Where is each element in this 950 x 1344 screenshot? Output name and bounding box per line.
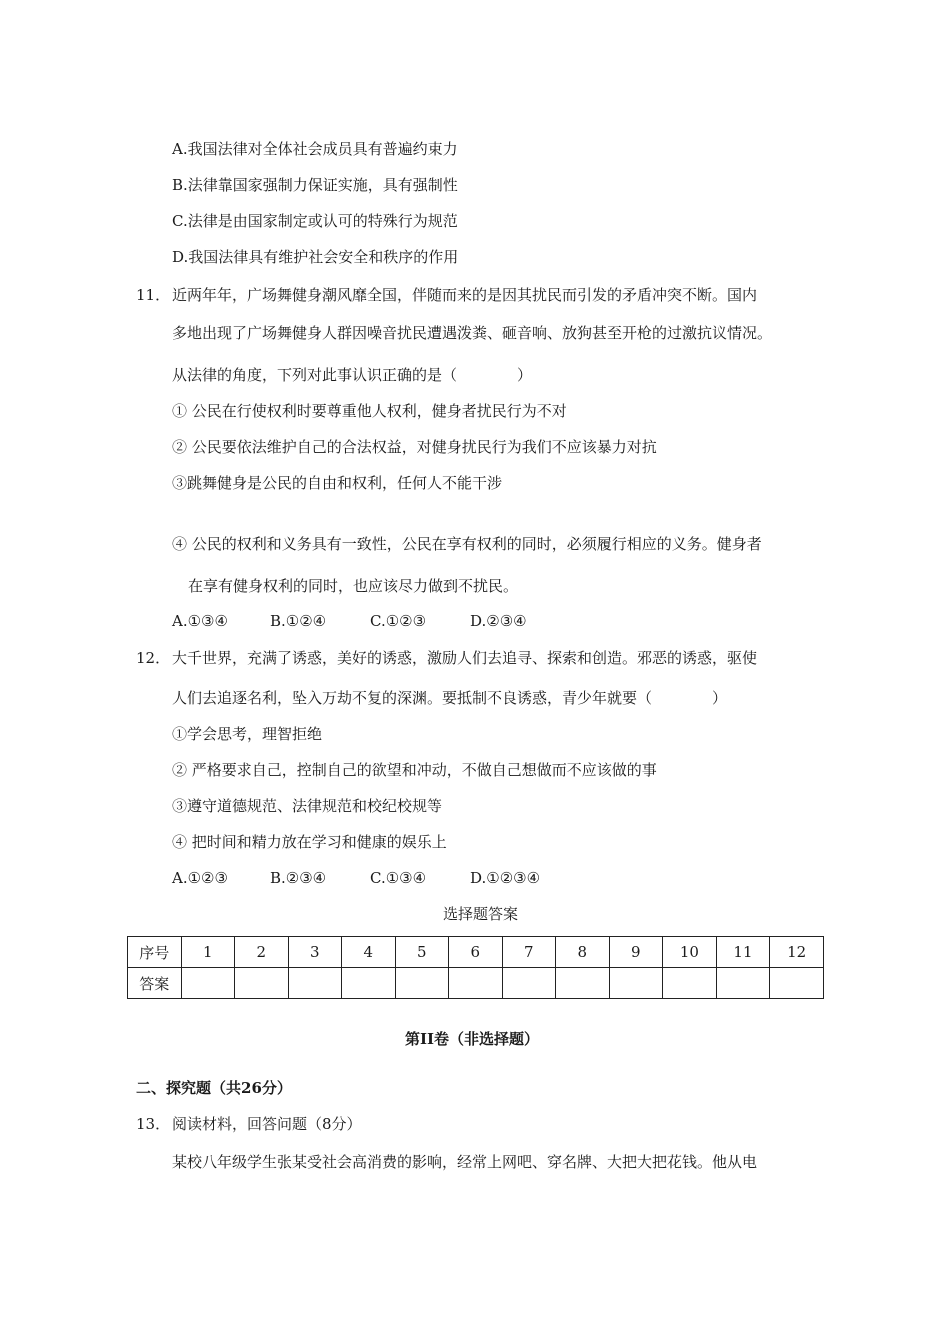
question-12-option-b: B.②③④ — [270, 869, 327, 887]
section-heading: 二、探究题（共26分） — [136, 1079, 292, 1097]
question-13-number: 13． — [136, 1115, 171, 1133]
answer-cell[interactable] — [449, 968, 503, 999]
answer-table-number: 8 — [556, 937, 610, 968]
question-12-option-d: D.①②③④ — [470, 869, 541, 887]
question-12-item-2: ② 严格要求自己，控制自己的欲望和冲动，不做自己想做而不应该做的事 — [172, 761, 657, 779]
option-b: B.法律靠国家强制力保证实施，具有强制性 — [172, 176, 458, 194]
option-a: A.我国法律对全体社会成员具有普遍约束力 — [172, 140, 458, 158]
question-12-stem-line-1: 大千世界，充满了诱惑，美好的诱惑，激励人们去追寻、探索和创造。邪恶的诱惑，驱使 — [172, 649, 758, 667]
option-c: C.法律是由国家制定或认可的特殊行为规范 — [172, 212, 458, 230]
question-11-stem-line-2: 多地出现了广场舞健身人群因噪音扰民遭遇泼粪、砸音响、放狗甚至开枪的过激抗议情况。 — [172, 324, 773, 342]
answer-table-answer-row — [128, 968, 824, 999]
question-11-item-2: ② 公民要依法维护自己的合法权益，对健身扰民行为我们不应该暴力对抗 — [172, 438, 657, 456]
question-12-item-1: ①学会思考，理智拒绝 — [172, 725, 323, 743]
answer-table-number: 9 — [609, 937, 663, 968]
question-13-material: 某校八年级学生张某受社会高消费的影响，经常上网吧、穿名牌、大把大把花钱。他从电 — [172, 1153, 758, 1171]
answer-table-number: 5 — [395, 937, 449, 968]
answer-table — [127, 936, 824, 999]
question-11-item-3: ③跳舞健身是公民的自由和权利，任何人不能干涉 — [172, 474, 503, 492]
question-12-option-c: C.①③④ — [370, 869, 427, 887]
answer-cell[interactable] — [288, 968, 342, 999]
question-11-item-1: ① 公民在行使权利时要尊重他人权利，健身者扰民行为不对 — [172, 402, 567, 420]
question-12-number: 12． — [136, 649, 171, 667]
answer-cell[interactable] — [609, 968, 663, 999]
question-11-number: 11． — [136, 286, 171, 304]
answer-cell[interactable] — [502, 968, 556, 999]
question-13-stem: 阅读材料，回答问题（8分） — [172, 1115, 362, 1133]
question-11-options — [172, 611, 527, 631]
answer-cell[interactable] — [716, 968, 770, 999]
question-11-option-d: D.②③④ — [470, 612, 527, 630]
answer-table-number-row — [128, 937, 824, 968]
answer-table-number: 2 — [235, 937, 289, 968]
answer-table-number: 12 — [770, 937, 824, 968]
answer-cell[interactable] — [235, 968, 289, 999]
question-12-item-4: ④ 把时间和精力放在学习和健康的娱乐上 — [172, 833, 447, 851]
question-12-options — [172, 868, 540, 888]
answer-cell[interactable] — [770, 968, 824, 999]
part-2-title: 第II卷（非选择题） — [405, 1030, 540, 1048]
answer-table-number: 1 — [181, 937, 235, 968]
option-d: D.我国法律具有维护社会安全和秩序的作用 — [172, 248, 459, 266]
answer-table-number: 7 — [502, 937, 556, 968]
answer-table-caption: 选择题答案 — [443, 905, 519, 923]
answer-table-number: 3 — [288, 937, 342, 968]
answer-table-row-label: 答案 — [128, 968, 182, 999]
question-11-option-c: C.①②③ — [370, 612, 427, 630]
answer-table-number: 10 — [663, 937, 717, 968]
answer-cell[interactable] — [342, 968, 396, 999]
answer-cell[interactable] — [556, 968, 610, 999]
question-12-stem-line-2: 人们去追逐名利，坠入万劫不复的深渊。要抵制不良诱惑，青少年就要（ ） — [172, 689, 728, 707]
answer-table-number: 6 — [449, 937, 503, 968]
answer-table-row-label: 序号 — [128, 937, 182, 968]
answer-cell[interactable] — [181, 968, 235, 999]
answer-table-number: 4 — [342, 937, 396, 968]
answer-cell[interactable] — [663, 968, 717, 999]
answer-table-number: 11 — [716, 937, 770, 968]
answer-cell[interactable] — [395, 968, 449, 999]
question-11-stem-line-3: 从法律的角度，下列对此事认识正确的是（ ） — [172, 366, 533, 384]
question-11-item-4-line-2: 在享有健身权利的同时，也应该尽力做到不扰民。 — [188, 577, 519, 595]
question-11-item-4-line-1: ④ 公民的权利和义务具有一致性，公民在享有权利的同时，必须履行相应的义务。健身者 — [172, 535, 762, 553]
question-11-option-a: A.①③④ — [172, 612, 228, 630]
question-12-item-3: ③遵守道德规范、法律规范和校纪校规等 — [172, 797, 443, 815]
question-12-option-a: A.①②③ — [172, 869, 228, 887]
question-11-option-b: B.①②④ — [270, 612, 327, 630]
question-11-stem-line-1: 近两年年，广场舞健身潮风靡全国，伴随而来的是因其扰民而引发的矛盾冲突不断。国内 — [172, 286, 758, 304]
